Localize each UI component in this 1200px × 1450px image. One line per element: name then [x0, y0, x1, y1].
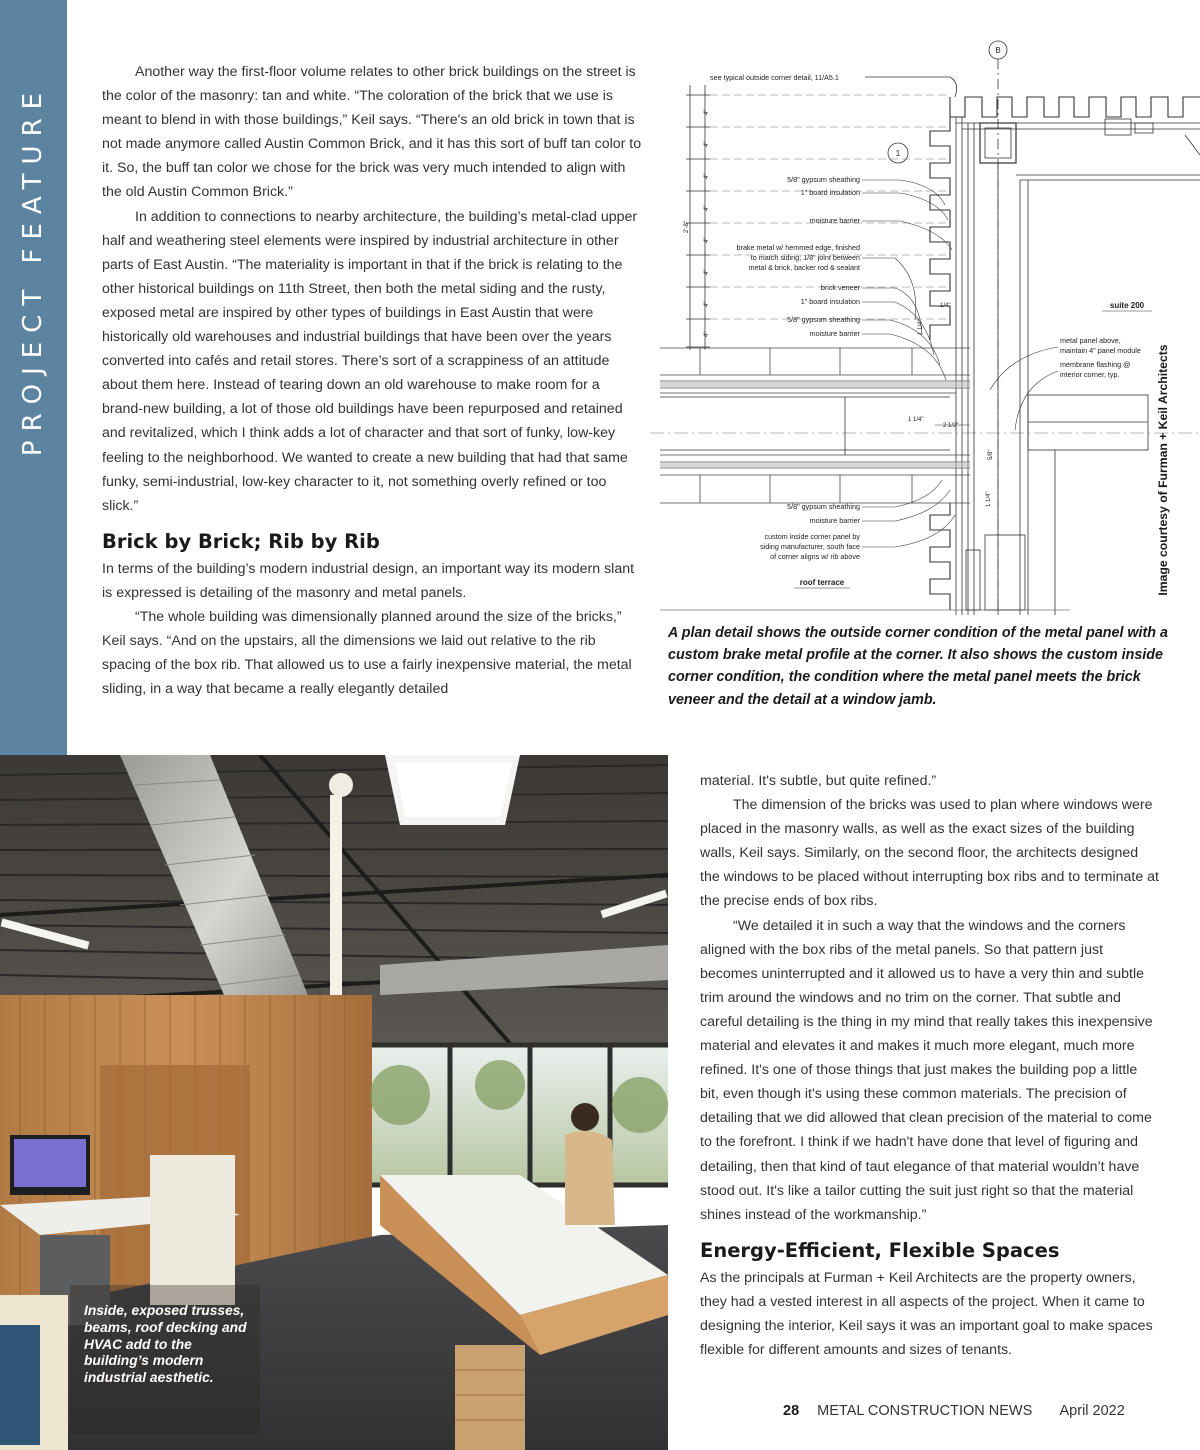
magazine-name: METAL CONSTRUCTION NEWS [817, 1403, 1033, 1419]
svg-text:1 1/4": 1 1/4" [918, 319, 924, 335]
svg-text:4": 4" [704, 141, 710, 147]
room-label: roof terrace [799, 578, 845, 587]
grid-label: B [995, 46, 1001, 55]
plan-detail-drawing [650, 35, 1200, 620]
svg-text:1" board insulation: 1" board insulation [800, 188, 860, 197]
svg-text:interior corner, typ.: interior corner, typ. [1060, 370, 1120, 379]
svg-text:1" board insulation: 1" board insulation [800, 297, 860, 306]
paragraph: material. It's subtle, but quite refined.” [700, 773, 937, 789]
photo-caption: Inside, exposed trusses, beams, roof decking and HVAC add to the building’s modern industrial aesthetic. [84, 1303, 247, 1386]
svg-text:4": 4" [704, 109, 710, 115]
section-heading: Brick by Brick; Rib by Rib [102, 529, 380, 553]
paragraph: In addition to connections to nearby architecture, the building’s metal-clad upper half and weathering steel elements were inspired by industrial architecture in other parts of East Austin. “The materiality is important in that if the brick is relating to the other historical buildings on 11th Street, then both the metal siding and the rusty, exposed metal are inspired by other types of buildings in East Austin that were historically old warehouses and industrial buildings that have been over the years converted into cafés and retail stores. There’s sort of a scrappiness of an attitude about them here. Instead of tearing down an old warehouse to make room for a brand-new building, a lot of those old buildings have been repurposed and retained and revitalized, which I think adds a lot of character and that sort of funky, low-key feeling to the neighborhood. We wanted to create a new building that had that same funky, semi-industrial, low-key character to it, not something overly refined or too slick.” [102, 208, 638, 514]
section-heading: Energy-Efficient, Flexible Spaces [700, 1238, 1060, 1262]
svg-text:brick veneer: brick veneer [820, 283, 860, 292]
section-sidebar [0, 0, 67, 755]
svg-text:4": 4" [704, 205, 710, 211]
svg-text:brake metal w/ hemmed edge, fi: brake metal w/ hemmed edge, finished [736, 243, 860, 252]
svg-text:5/8" gypsum sheathing: 5/8" gypsum sheathing [787, 175, 860, 184]
drawing-note: see typical outside corner detail, 11/A5.1 [710, 73, 839, 82]
svg-text:4": 4" [704, 237, 710, 243]
marker-label: 1 [895, 149, 901, 158]
svg-text:4": 4" [704, 301, 710, 307]
svg-text:1/4": 1/4" [940, 303, 951, 309]
paragraph: In terms of the building’s modern industrial design, an important way its modern slant is expressed is detailing of the masonry and metal panels. [102, 560, 635, 601]
page-number: 28 [783, 1403, 800, 1419]
svg-text:5/8" gypsum sheathing: 5/8" gypsum sheathing [787, 502, 860, 511]
svg-text:of corner aligns w/ rib above: of corner aligns w/ rib above [770, 552, 860, 561]
svg-text:4": 4" [704, 269, 710, 275]
image-credit: Image courtesy of Furman + Keil Architects [1156, 344, 1170, 596]
room-label: suite 200 [1109, 301, 1145, 310]
paragraph: “The whole building was dimensionally planned around the size of the bricks,” Keil says. “And on the upstairs, all the dimensions we laid out relative to the rib spacing of the box rib. That allowed us to use a fairly inexpensive material, the metal sliding, in a way that became a really elegantly detailed [102, 608, 632, 698]
svg-text:2 1/2": 2 1/2" [943, 423, 959, 429]
paragraph: “We detailed it in such a way that the windows and the corners aligned with the box ribs of the metal panels. So that pattern just becomes uninterrupted and it allowed us to have a very thin and subtle trim around the windows and no trim on the corner. That subtle and careful detailing is the thing in my mind that really takes this inexpensive material and elevates it and makes it much more elegant, much more refined. It's one of those things that just makes the building pop a little bit, even though it's using these common materials. The precision of detailing that we did allowed that clean precision of the material to come to the forefront. I think if we hadn't have done that level of figuring and detailing, then that kind of taut elegance of that material wouldn’t have stood out. It's like a tailor cutting the suit just right so that the material shines instead of the workmanship.” [700, 917, 1153, 1223]
svg-text:membrane flashing @: membrane flashing @ [1060, 360, 1131, 369]
svg-text:1 1/4": 1 1/4" [986, 491, 992, 507]
svg-text:maintain 4" panel module: maintain 4" panel module [1060, 346, 1141, 355]
svg-text:4": 4" [704, 331, 710, 337]
paragraph: Another way the first-floor volume relates to other brick buildings on the street is the color of the masonry: tan and white. “The coloration of the brick that we use is meant to blend in with those buildings,” Keil says. “There's an old brick in town that is not made anymore called Austin Common Brick, and it has this sort of buff tan color to it. So, the buff tan color we chose for the brick was very much intended to align with the old Austin Common Brick.” [102, 64, 642, 201]
svg-text:metal & brick, backer rod & se: metal & brick, backer rod & sealant [748, 263, 860, 272]
svg-text:moisture barrier: moisture barrier [809, 516, 860, 525]
svg-text:to match siding; 1/8" joint be: to match siding; 1/8" joint between [750, 253, 860, 262]
issue-date: April 2022 [1059, 1403, 1125, 1419]
svg-text:5/8": 5/8" [988, 449, 994, 460]
svg-text:2'-8": 2'-8" [684, 221, 690, 233]
svg-text:5/8" gypsum sheathing: 5/8" gypsum sheathing [787, 315, 860, 324]
article-column-right [700, 769, 1160, 1362]
svg-text:4": 4" [704, 173, 710, 179]
article-column-left [102, 60, 642, 701]
paragraph: The dimension of the bricks was used to plan where windows were placed in the masonry walls, as well as the exact sizes of the building walls, Keil says. Similarly, on the second floor, the architects designed the windows to be placed without interrupting box ribs and to terminate at the precise ends of box ribs. [700, 797, 1159, 910]
svg-text:metal panel above,: metal panel above, [1060, 336, 1121, 345]
svg-text:moisture barrier: moisture barrier [809, 216, 860, 225]
page-footer [783, 1403, 1125, 1419]
svg-text:siding manufacturer, south fac: siding manufacturer, south face [760, 542, 860, 551]
drawing-caption: A plan detail shows the outside corner condition of the metal panel with a custom brake metal profile at the corner. It also shows the custom inside corner condition, the condition where the metal panel meets the brick veneer and the detail at a window jamb. [668, 625, 1168, 708]
svg-text:moisture barrier: moisture barrier [809, 329, 860, 338]
svg-text:1 1/4": 1 1/4" [908, 417, 924, 423]
section-label: PROJECT FEATURE [18, 83, 48, 457]
paragraph: As the principals at Furman + Keil Architects are the property owners, they had a vested interest in all aspects of the project. When it came to designing the interior, Keil says it was an important goal to make spaces flexible for different amounts and sizes of tenants. [700, 1269, 1153, 1359]
svg-text:custom inside corner panel by: custom inside corner panel by [764, 532, 860, 541]
